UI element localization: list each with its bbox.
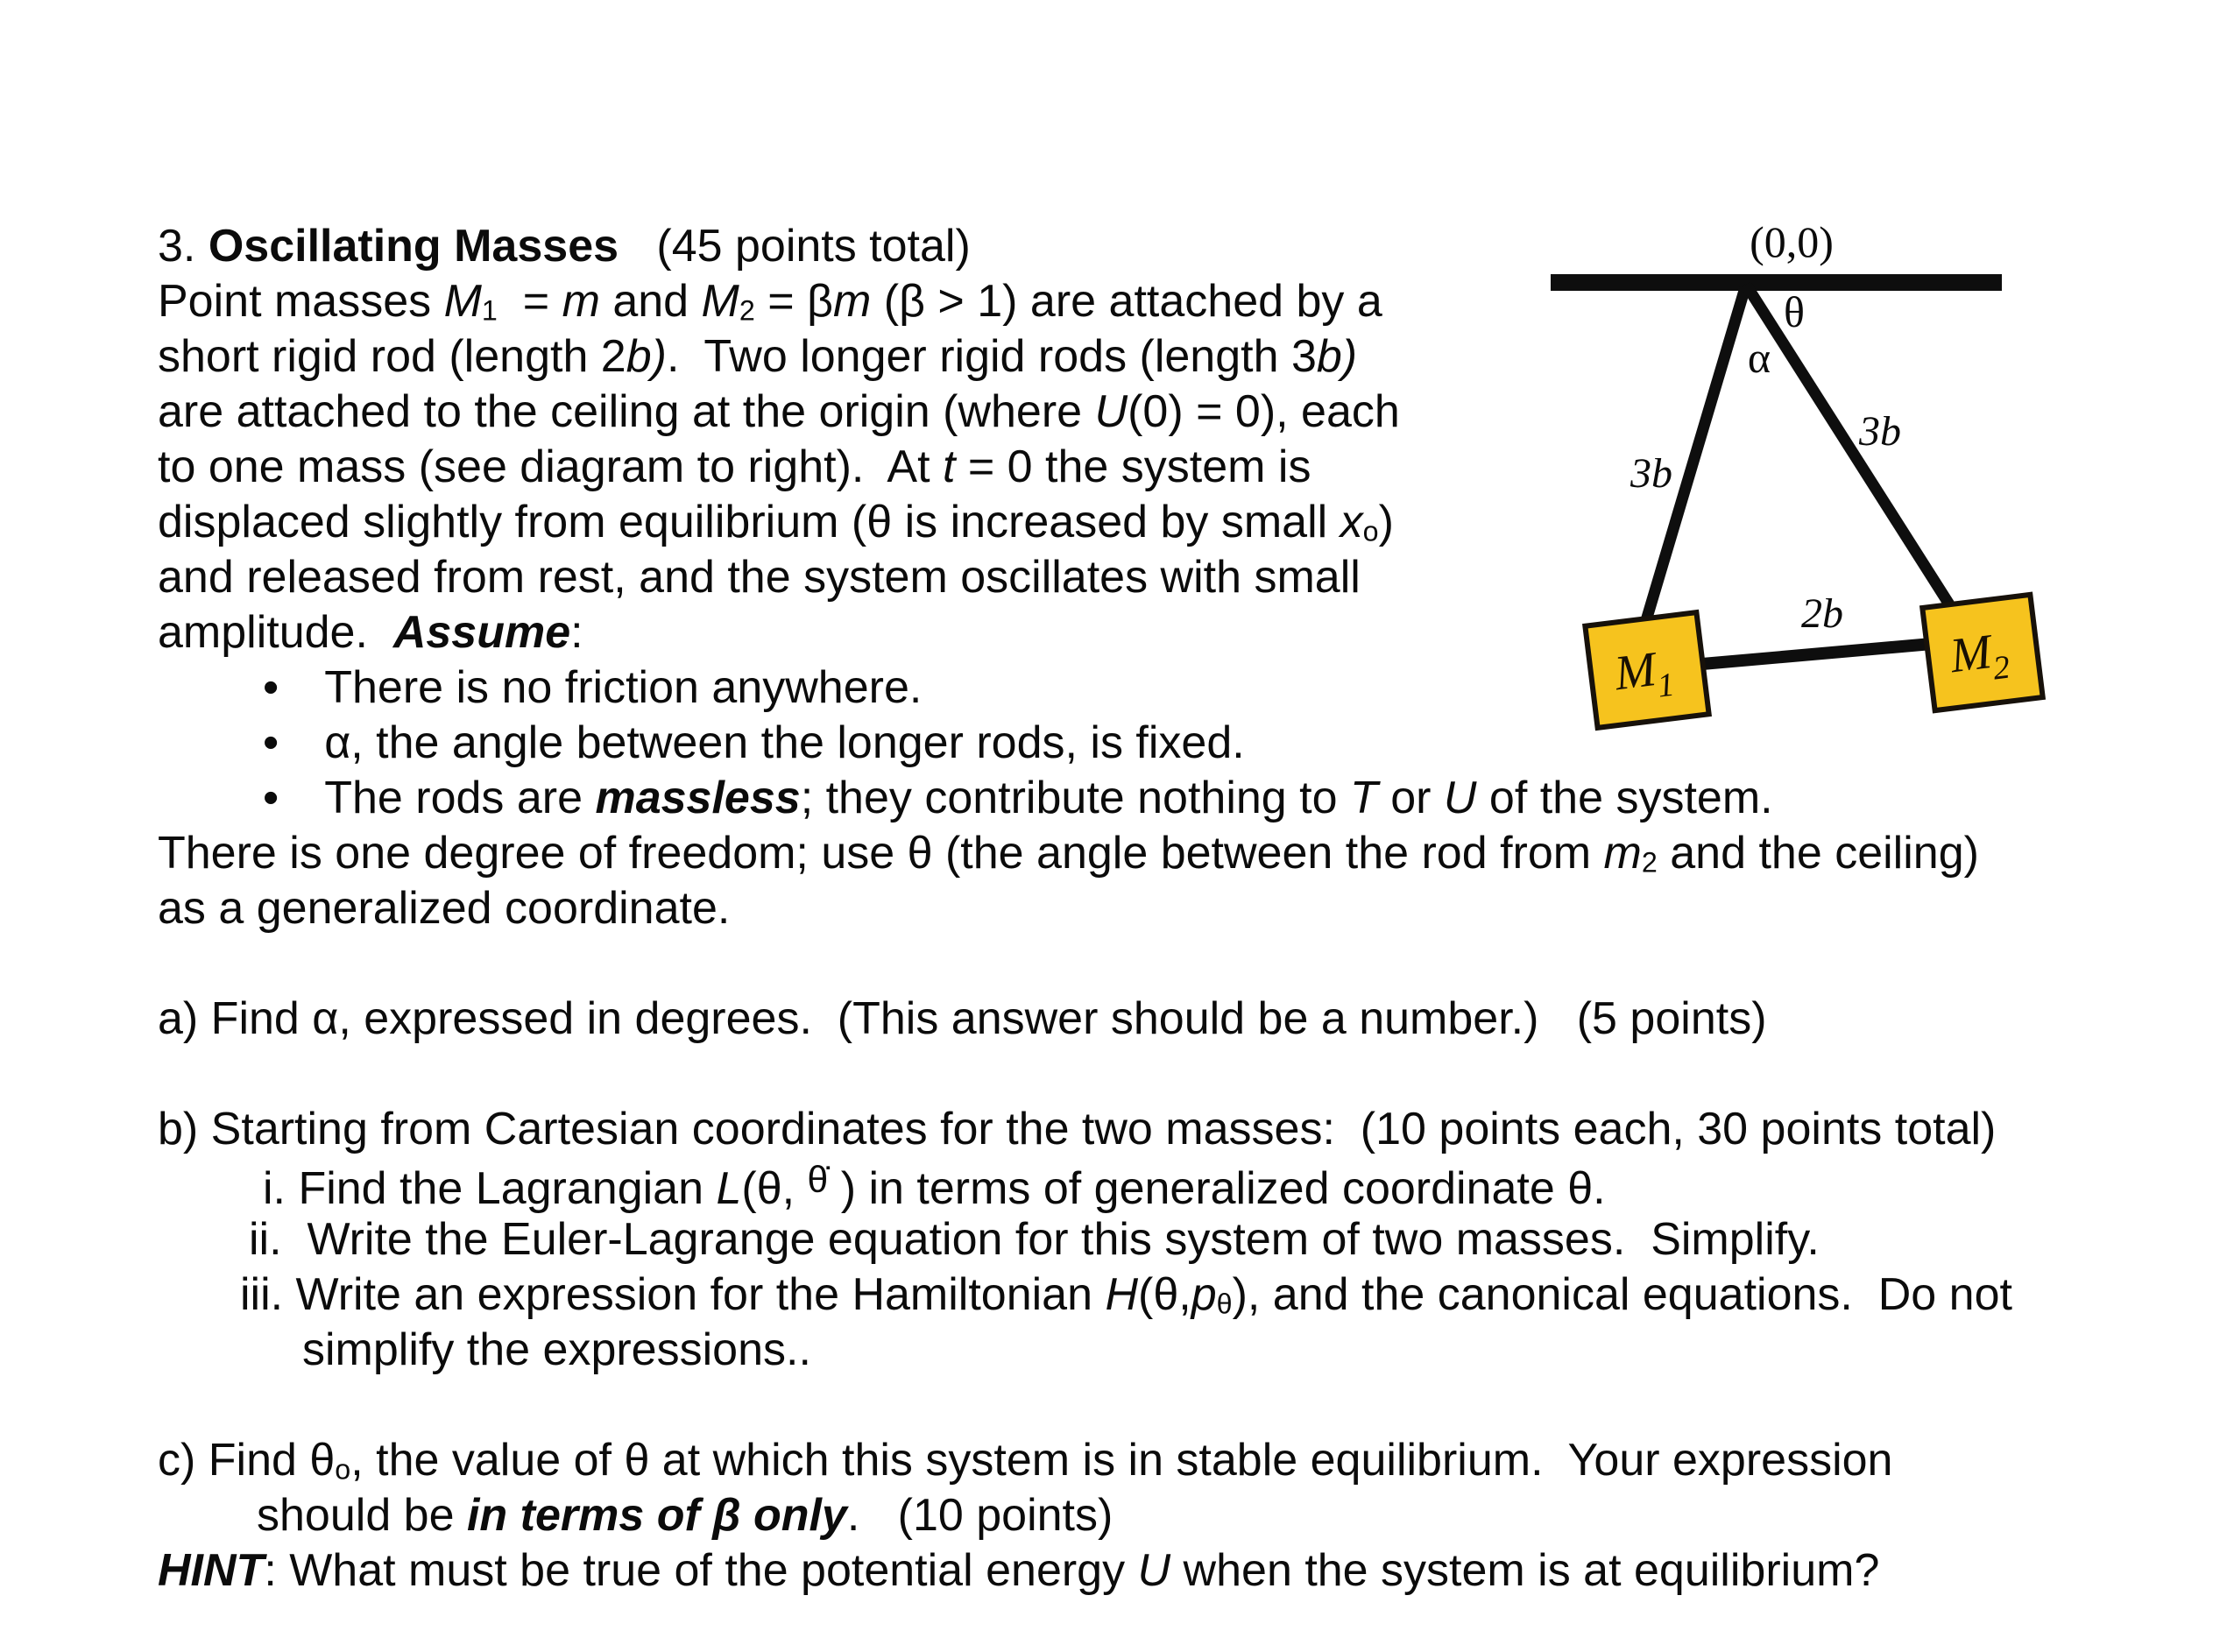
text-segment: of the system. bbox=[1476, 773, 1773, 823]
text-segment: (θ, bbox=[1138, 1269, 1191, 1320]
text-segment: HINT bbox=[158, 1545, 265, 1596]
text-segment: U bbox=[1094, 386, 1128, 437]
part-b-line bbox=[158, 1104, 1996, 1156]
bullet-item bbox=[263, 773, 1773, 825]
body-line bbox=[158, 552, 1361, 604]
part-c-line bbox=[158, 1435, 1892, 1487]
theta-angle-label: θ bbox=[1784, 287, 1805, 336]
text-segment: massless bbox=[595, 773, 801, 823]
text-segment: The rods are bbox=[324, 773, 596, 823]
text-segment: b) bbox=[1316, 331, 1358, 382]
text-segment: , the value of θ at which this system is in stable equilibrium. Your expression bbox=[350, 1435, 1893, 1486]
text-segment: ii. Write the Euler-Lagrange equation for this system of two masses. Simplify. bbox=[249, 1214, 1820, 1265]
text-segment: p bbox=[1191, 1269, 1217, 1320]
text-segment: amplitude. bbox=[158, 607, 393, 658]
text-segment: H bbox=[1105, 1269, 1139, 1320]
mass1-label: $M_1$ bbox=[1611, 642, 1677, 705]
text-segment: a) Find α, expressed in degrees. (This answer should be a number.) (5 points) bbox=[158, 993, 1767, 1044]
text-segment: U bbox=[1443, 773, 1477, 823]
text-segment: ; they contribute nothing to bbox=[800, 773, 1350, 823]
text-segment: b) bbox=[626, 331, 667, 382]
text-segment: There is no friction anywhere. bbox=[324, 662, 923, 713]
text-segment: (45 points total) bbox=[619, 221, 971, 272]
ceiling-bar bbox=[1551, 274, 2002, 291]
text-segment: as a generalized coordinate. bbox=[158, 883, 731, 934]
text-segment: M bbox=[443, 276, 482, 327]
text-segment: or bbox=[1377, 773, 1444, 823]
text-segment: 3. bbox=[158, 221, 209, 272]
text-segment: should be bbox=[257, 1490, 467, 1541]
text-segment: m bbox=[562, 276, 600, 327]
text-segment: = 0 the system is bbox=[955, 441, 1311, 492]
text-segment: m bbox=[1603, 828, 1642, 879]
text-segment: i. Find the Lagrangian bbox=[263, 1162, 717, 1214]
part-b-i-line bbox=[263, 1159, 1606, 1216]
text-segment: c) Find θ bbox=[158, 1435, 336, 1486]
part-c-cont-line bbox=[257, 1490, 1113, 1543]
mass1-group bbox=[1585, 612, 1708, 728]
text-segment: L bbox=[716, 1162, 742, 1214]
text-segment: iii. Write an expression for the Hamiltonian bbox=[240, 1269, 1106, 1320]
text-segment: (β > 1) are attached by a bbox=[871, 276, 1382, 327]
left-rod-length-label: 3b bbox=[1630, 450, 1672, 497]
text-segment: ) in terms of generalized coordinate θ. bbox=[828, 1162, 1606, 1214]
bullet-item bbox=[263, 662, 922, 715]
text-segment: (0) = 0), each bbox=[1128, 386, 1400, 437]
text-segment: Point masses bbox=[158, 276, 444, 327]
text-segment: θ̇ bbox=[807, 1159, 829, 1201]
connecting-rod-length-label: 2b bbox=[1801, 590, 1843, 637]
right-rod-3b bbox=[1746, 285, 1949, 604]
text-segment: • bbox=[263, 773, 279, 823]
text-segment: when the system is at equilibrium? bbox=[1170, 1545, 1880, 1596]
text-segment: • bbox=[263, 662, 279, 713]
text-segment: displaced slightly from equilibrium (θ is increased by small bbox=[158, 497, 1340, 547]
text-segment: and released from rest, and the system oscillates with small bbox=[158, 552, 1361, 603]
text-segment: ), and the canonical equations. Do not bbox=[1232, 1269, 2012, 1320]
text-segment: 2 bbox=[739, 294, 755, 327]
text-segment: T bbox=[1350, 773, 1378, 823]
connecting-rod-2b bbox=[1702, 644, 1932, 664]
mass2-group bbox=[1922, 595, 2042, 710]
text-segment: x bbox=[1340, 497, 1363, 547]
body-line bbox=[158, 607, 583, 660]
text-segment: M bbox=[701, 276, 739, 327]
text-segment: 2 bbox=[1641, 846, 1658, 879]
text-segment: Assume bbox=[392, 607, 571, 658]
mass2-label: $M_2$ bbox=[1947, 625, 2012, 688]
text-segment: = β bbox=[754, 276, 833, 327]
bullet-item bbox=[263, 717, 1245, 770]
text-segment: (θ, bbox=[741, 1162, 808, 1214]
body-line bbox=[158, 276, 1382, 328]
text-segment: θ bbox=[1216, 1288, 1233, 1320]
text-segment: and the ceiling) bbox=[1657, 828, 1979, 879]
text-segment: . Two longer rigid rods (length 3 bbox=[666, 331, 1317, 382]
text-segment: = bbox=[497, 276, 562, 327]
hint-line bbox=[158, 1545, 1879, 1598]
text-segment: o bbox=[1362, 515, 1379, 547]
text-segment: • bbox=[263, 717, 279, 768]
part-b-iii-cont-line bbox=[302, 1324, 811, 1377]
body-line bbox=[158, 497, 1394, 549]
text-segment: : bbox=[570, 607, 583, 658]
text-segment: o bbox=[335, 1453, 351, 1486]
text-segment: m bbox=[832, 276, 872, 327]
text-segment: are attached to the ceiling at the origin (where bbox=[158, 386, 1095, 437]
body-line bbox=[158, 441, 1311, 494]
text-segment: short rigid rod (length 2 bbox=[158, 331, 626, 382]
text-segment: b) Starting from Cartesian coordinates for the two masses: (10 points each, 30 points total) bbox=[158, 1104, 1997, 1154]
right-rod-length-label: 3b bbox=[1859, 408, 1901, 455]
part-b-iii-line bbox=[240, 1269, 2012, 1322]
text-segment: α, the angle between the longer rods, is fixed. bbox=[324, 717, 1245, 768]
text-segment: 1 bbox=[481, 294, 498, 327]
text-segment: in terms of β only bbox=[466, 1490, 847, 1541]
body-line bbox=[158, 386, 1400, 439]
text-segment: ) bbox=[1378, 497, 1394, 547]
alpha-angle-label: α bbox=[1747, 333, 1771, 382]
title-line bbox=[158, 221, 971, 273]
text-segment: simplify the expressions.. bbox=[302, 1324, 811, 1375]
part-a-line bbox=[158, 993, 1767, 1046]
body-line bbox=[158, 883, 730, 935]
text-segment: Oscillating Masses bbox=[208, 221, 619, 272]
text-segment: t bbox=[942, 441, 956, 492]
text-segment: to one mass (see diagram to right). At bbox=[158, 441, 943, 492]
origin-coordinates-label: (0,0) bbox=[1750, 217, 1834, 266]
body-line bbox=[158, 331, 1357, 384]
masses-diagram bbox=[1489, 201, 2103, 762]
text-segment: and bbox=[599, 276, 702, 327]
text-segment: . (10 points) bbox=[846, 1490, 1113, 1541]
text-segment: There is one degree of freedom; use θ (the angle between the rod from bbox=[158, 828, 1604, 879]
part-b-ii-line bbox=[249, 1214, 1820, 1267]
body-line bbox=[158, 828, 1979, 880]
text-segment: : What must be true of the potential energy bbox=[264, 1545, 1138, 1596]
text-segment: U bbox=[1137, 1545, 1171, 1596]
